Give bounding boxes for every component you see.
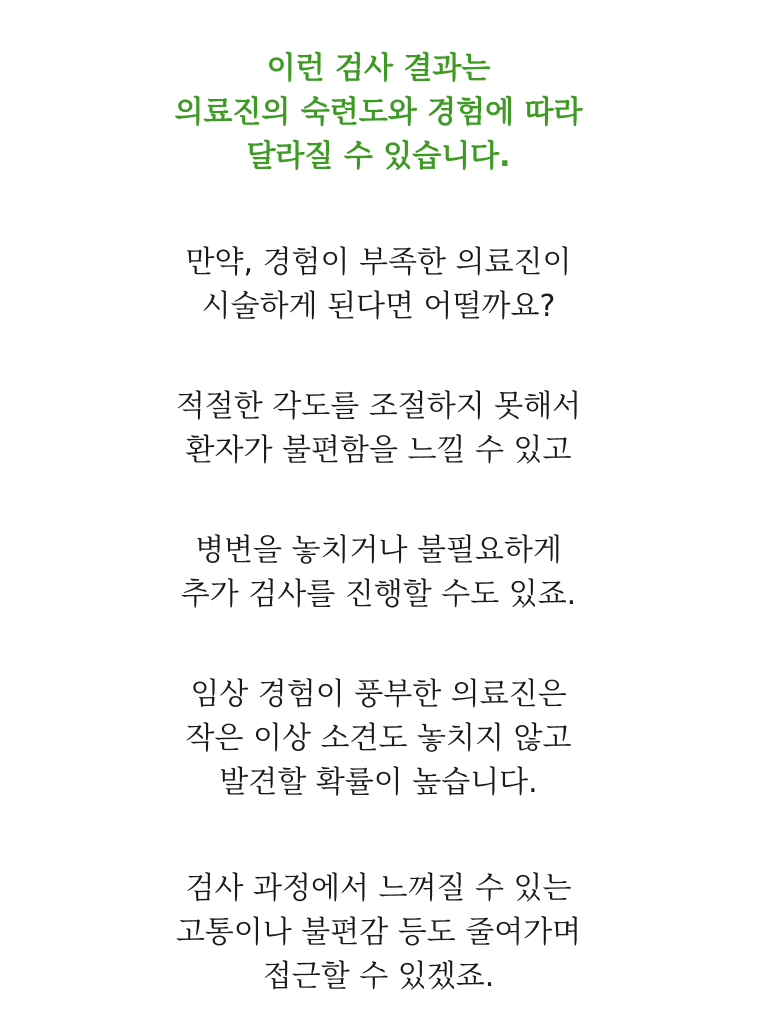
- text-line: 작은 이상 소견도 놓치지 않고: [185, 721, 572, 756]
- text-line: 시술하게 된다면 어떨까요?: [201, 289, 556, 324]
- text-line: 달라질 수 있습니다.: [246, 139, 511, 174]
- text-line: 고통이나 불편감 등도 줄여가며: [175, 915, 582, 950]
- highlighted-paragraph: [0, 47, 757, 179]
- text-line: 접근할 수 있겠죠.: [262, 959, 495, 994]
- body-paragraph: [0, 529, 757, 617]
- text-line: 환자가 불편함을 느낄 수 있고: [185, 433, 572, 468]
- body-paragraph: [0, 385, 757, 473]
- body-paragraph: [0, 867, 757, 999]
- text-line: 만약, 경험이 부족한 의료진이: [185, 245, 572, 280]
- text-line: 추가 검사를 진행할 수도 있죠.: [180, 577, 577, 612]
- text-line: 임상 경험이 풍부한 의료진은: [190, 677, 567, 712]
- text-line: 이런 검사 결과는: [266, 51, 491, 86]
- text-line: 의료진의 숙련도와 경험에 따라: [174, 95, 583, 130]
- text-line: 발견할 확률이 높습니다.: [219, 765, 538, 800]
- text-line: 적절한 각도를 조절하지 못해서: [175, 389, 582, 424]
- body-paragraph: [0, 673, 757, 805]
- body-paragraph: [0, 241, 757, 329]
- text-line: 병변을 놓치거나 불필요하게: [195, 533, 562, 568]
- text-line: 검사 과정에서 느껴질 수 있는: [185, 871, 572, 906]
